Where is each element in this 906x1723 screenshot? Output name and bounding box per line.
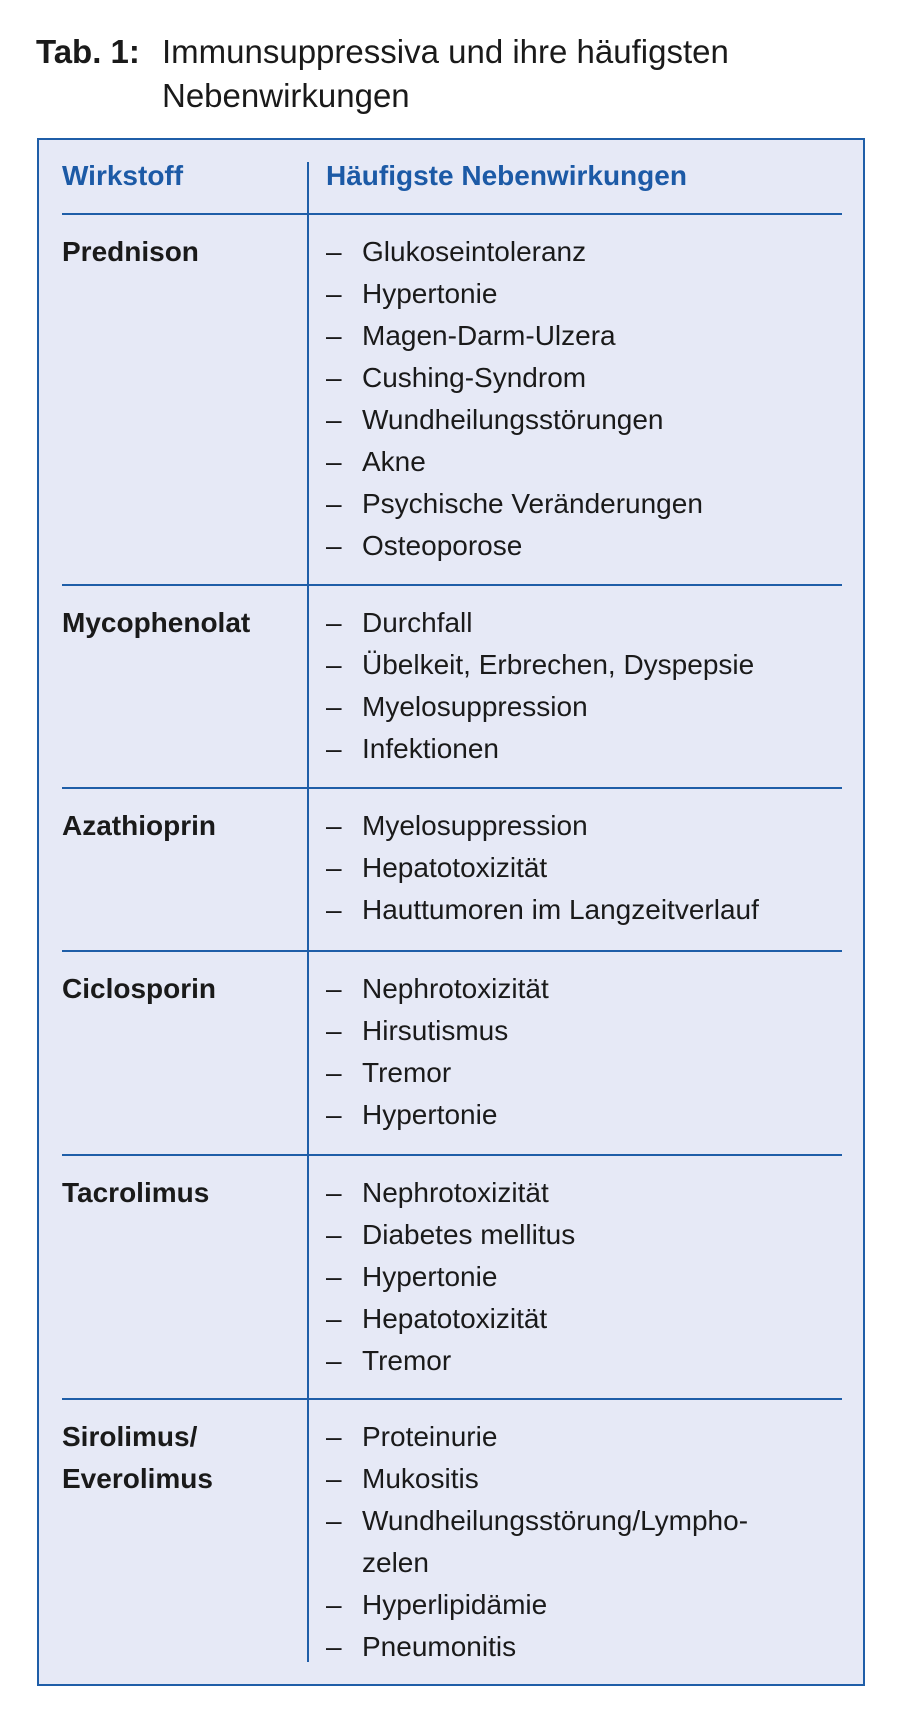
row-divider: [62, 950, 842, 952]
effects-list: [326, 231, 703, 567]
drug-name: Tacrolimus: [62, 1177, 210, 1208]
list-item: – Mukositis: [326, 1463, 479, 1494]
list-item: – Tremor: [326, 1345, 452, 1376]
list-item: – Hypertonie: [326, 278, 498, 309]
drug-name: [62, 1416, 292, 1500]
list-item: – Magen-Darm-Ulzera: [326, 320, 616, 351]
caption-title-line1: Immunsuppressiva und ihre häufigsten: [162, 33, 729, 70]
drug-name-line2: Everolimus: [62, 1463, 213, 1494]
effects-list: [326, 602, 754, 770]
list-item: – Durchfall: [326, 607, 473, 638]
list-item: – Cushing-Syndrom: [326, 362, 587, 393]
list-item: – Übelkeit, Erbrechen, Dyspepsie: [326, 649, 755, 680]
effects-list: [326, 968, 549, 1136]
list-item: – Hepatotoxizität: [326, 852, 548, 883]
drug-name: Azathioprin: [62, 810, 216, 841]
drug-name: Ciclosporin: [62, 973, 217, 1004]
row-divider: [62, 213, 842, 215]
row-divider: [62, 584, 842, 586]
list-item: – Pneumonitis: [326, 1631, 517, 1662]
list-item: – Hepatotoxizität: [326, 1303, 548, 1334]
drug-name-line1: Sirolimus/: [62, 1421, 198, 1452]
list-item: – Nephrotoxizität: [326, 1177, 549, 1208]
list-item: – Myelosuppression: [326, 691, 588, 722]
list-item: – Nephrotoxizität: [326, 973, 549, 1004]
header-effects: Häufigste Nebenwirkungen: [326, 160, 687, 191]
list-item: – Wundheilungsstörung/Lympho- zelen: [326, 1505, 749, 1578]
drug-name: Prednison: [62, 236, 199, 267]
table-caption: [36, 30, 729, 118]
list-item: – Osteoporose: [326, 530, 523, 561]
column-divider: [307, 162, 309, 1662]
list-item: – Hypertonie: [326, 1099, 498, 1130]
caption-title-line2: Nebenwirkungen: [162, 77, 410, 114]
caption-label: Tab. 1:: [36, 33, 140, 70]
list-item: – Proteinurie: [326, 1421, 498, 1452]
header-drug: Wirkstoff: [62, 160, 184, 191]
row-divider: [62, 787, 842, 789]
list-item: – Hyperlipidämie: [326, 1589, 548, 1620]
row-divider: [62, 1398, 842, 1400]
effects-list: [326, 1172, 575, 1382]
effects-list: [326, 805, 759, 931]
list-item: – Hirsutismus: [326, 1015, 509, 1046]
list-item: – Akne: [326, 446, 426, 477]
list-item: – Infektionen: [326, 733, 499, 764]
drug-name: Mycophenolat: [62, 607, 251, 638]
row-divider: [62, 1154, 842, 1156]
table-header: [62, 158, 842, 214]
list-item: – Glukoseintoleranz: [326, 236, 587, 267]
list-item: – Tremor: [326, 1057, 452, 1088]
list-item: – Psychische Veränderungen: [326, 488, 703, 519]
list-item: – Diabetes mellitus: [326, 1219, 576, 1250]
list-item: – Wundheilungsstörungen: [326, 404, 664, 435]
effects-list: [326, 1416, 748, 1668]
list-item: – Myelosuppression: [326, 810, 588, 841]
list-item: – Hypertonie: [326, 1261, 498, 1292]
list-item: – Hauttumoren im Langzeitverlauf: [326, 894, 759, 925]
